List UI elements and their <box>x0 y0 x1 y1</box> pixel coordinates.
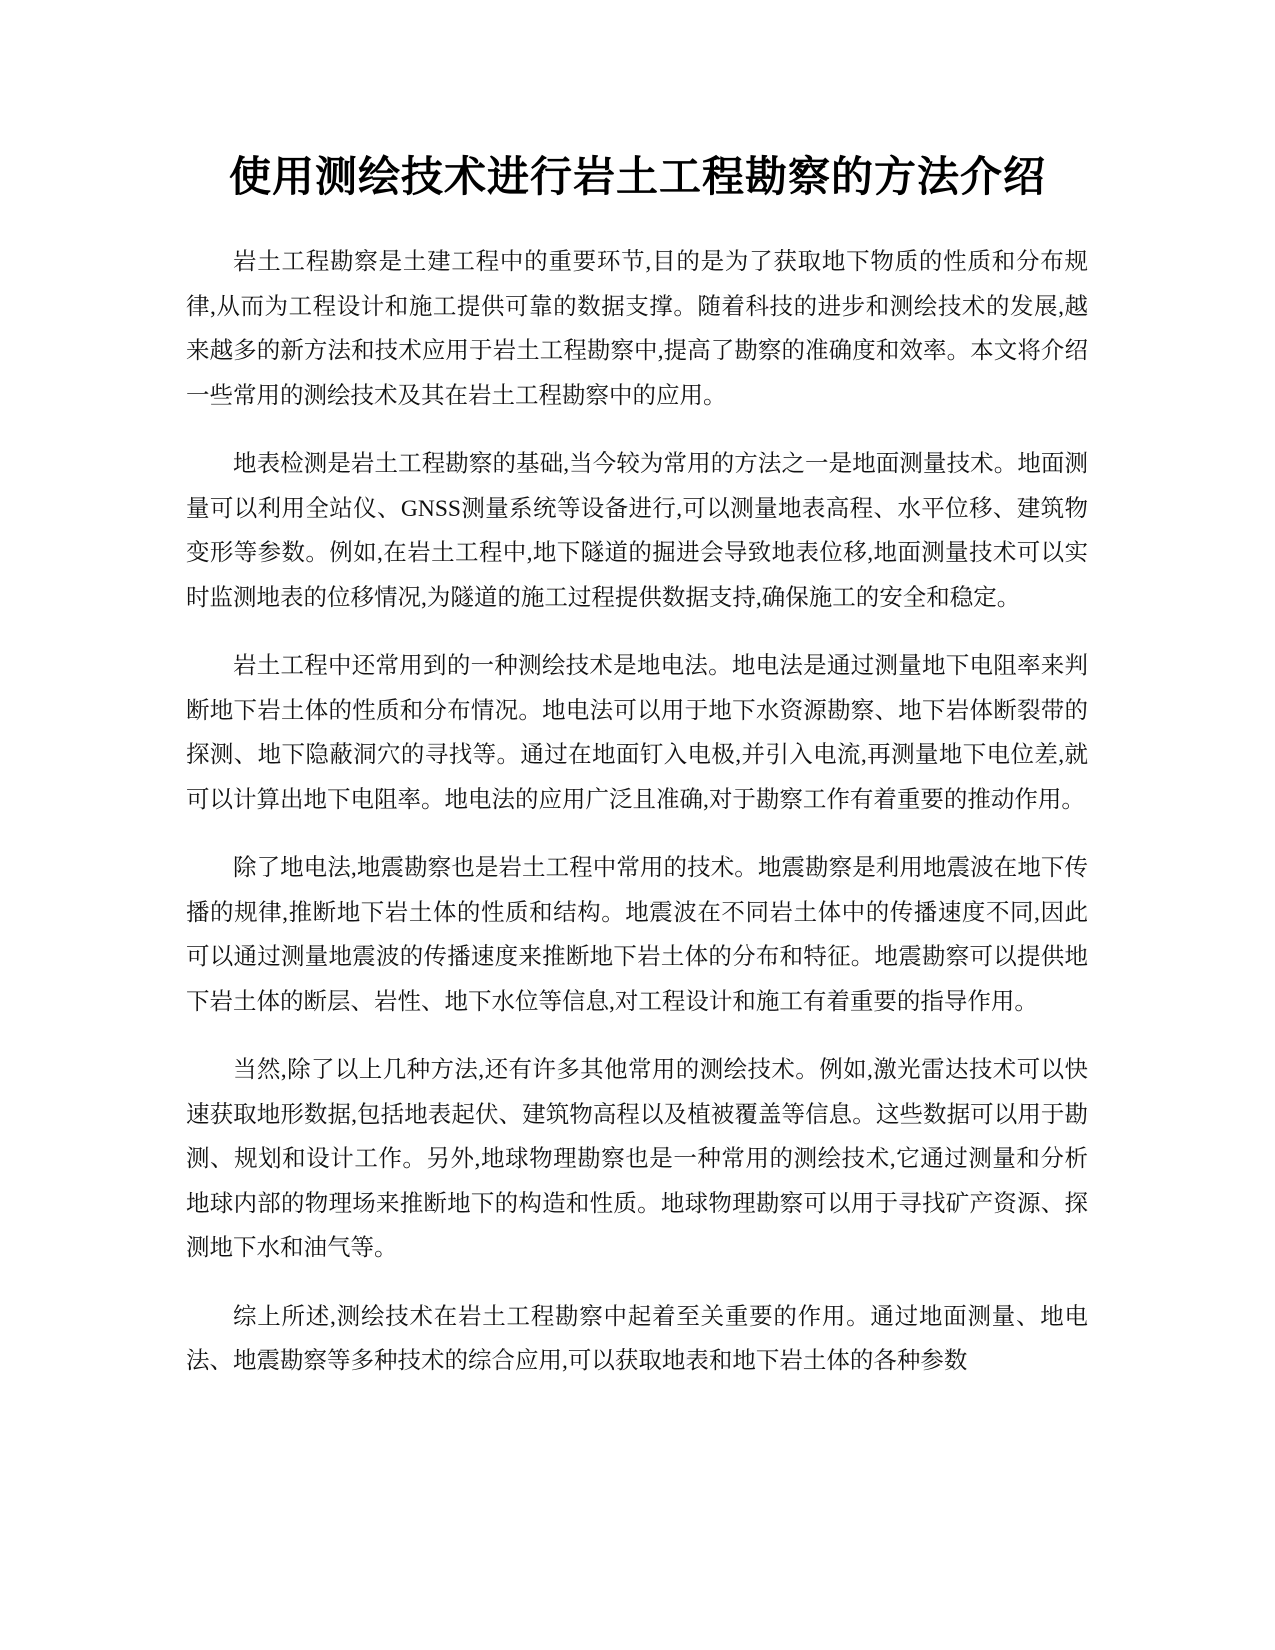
document-body <box>186 240 1088 1408</box>
document-title: 使用测绘技术进行岩土工程勘察的方法介绍 <box>228 152 1046 201</box>
paragraph-6: 综上所述,测绘技术在岩土工程勘察中起着至关重要的作用。通过地面测量、地电法、地震勘察等多种技术的综合应用,可以获取地表和地下岩土体的各种参数 <box>186 1303 1088 1374</box>
paragraph-3: 岩土工程中还常用到的一种测绘技术是地电法。地电法是通过测量地下电阻率来判断地下岩土体的性质和分布情况。地电法可以用于地下水资源勘察、地下岩体断裂带的探测、地下隐蔽洞穴的寻找等。通过在地面钉入电极,并引入电流,再测量地下电位差,就可以计算出地下电阻率。地电法的应用广泛且准确,对于勘察工作有着重要的推动作用。 <box>186 653 1088 813</box>
paragraph-1: 岩土工程勘察是土建工程中的重要环节,目的是为了获取地下物质的性质和分布规律,从而为工程设计和施工提供可靠的数据支撑。随着科技的进步和测绘技术的发展,越来越多的新方法和技术应用于岩土工程勘察中,提高了勘察的准确度和效率。本文将介绍一些常用的测绘技术及其在岩土工程勘察中的应用。 <box>186 249 1088 409</box>
paragraph-4: 除了地电法,地震勘察也是岩土工程中常用的技术。地震勘察是利用地震波在地下传播的规律,推断地下岩土体的性质和结构。地震波在不同岩土体中的传播速度不同,因此可以通过测量地震波的传播速度来推断地下岩土体的分布和特征。地震勘察可以提供地下岩土体的断层、岩性、地下水位等信息,对工程设计和施工有着重要的指导作用。 <box>186 855 1088 1015</box>
paragraph-2: 地表检测是岩土工程勘察的基础,当今较为常用的方法之一是地面测量技术。地面测量可以利用全站仪、GNSS测量系统等设备进行,可以测量地表高程、水平位移、建筑物变形等参数。例如,在岩土工程中,地下隧道的掘进会导致地表位移,地面测量技术可以实时监测地表的位移情况,为隧道的施工过程提供数据支持,确保施工的安全和稳定。 <box>186 451 1088 611</box>
paragraph-5: 当然,除了以上几种方法,还有许多其他常用的测绘技术。例如,激光雷达技术可以快速获取地形数据,包括地表起伏、建筑物高程以及植被覆盖等信息。这些数据可以用于勘测、规划和设计工作。另外,地球物理勘察也是一种常用的测绘技术,它通过测量和分析地球内部的物理场来推断地下的构造和性质。地球物理勘察可以用于寻找矿产资源、探测地下水和油气等。 <box>186 1057 1088 1261</box>
